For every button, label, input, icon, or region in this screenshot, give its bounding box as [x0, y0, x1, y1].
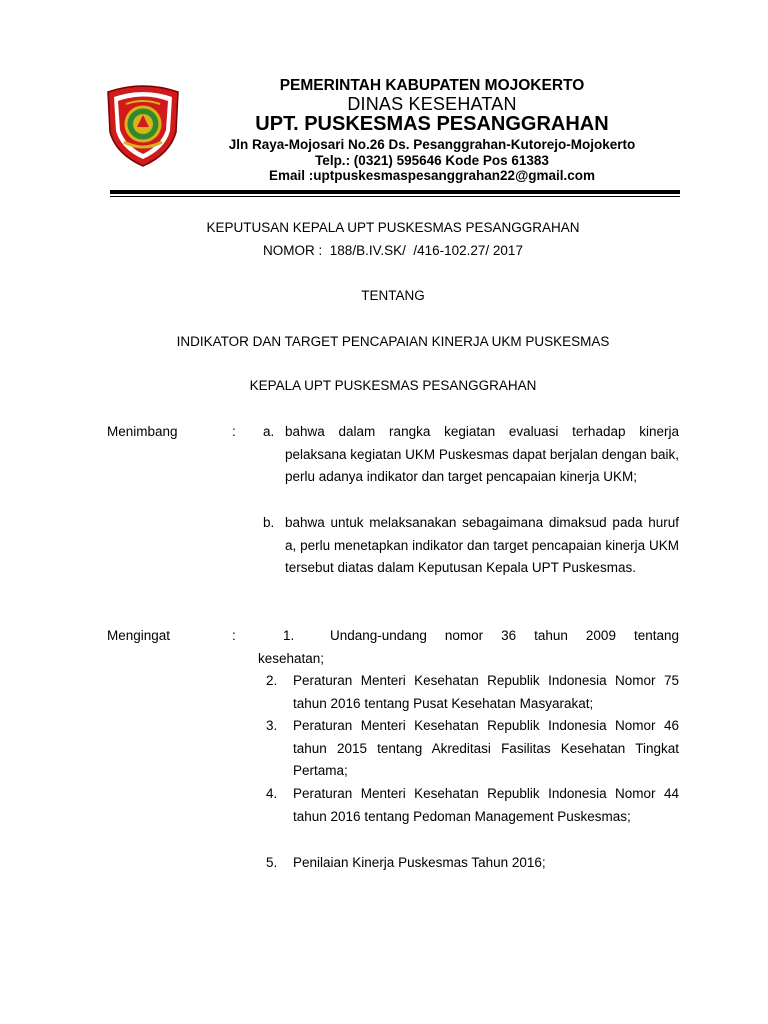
menimbang-label: Menimbang: [107, 424, 178, 439]
menimbang-item-text: bahwa untuk melaksanakan sebagaimana dimaksud pada huruf a, perlu menetapkan indikator dan target pencapaian kinerja UKM tersebut diatas dalam Keputusan Kepala UPT Puskesmas.: [285, 515, 679, 575]
decree-about-label: TENTANG: [361, 288, 425, 303]
letterhead-address: Jln Raya-Mojosari No.26 Ds. Pesanggrahan-Kutorejo-Mojokerto: [228, 137, 636, 152]
decree-subject: INDIKATOR DAN TARGET PENCAPAIAN KINERJA UKM PUSKESMAS: [176, 334, 610, 349]
mengingat-item-text: Penilaian Kinerja Puskesmas Tahun 2016;: [293, 855, 546, 870]
decree-number: NOMOR : 188/B.IV.SK/ /416-102.27/ 2017: [263, 243, 523, 258]
letterhead-divider-thin: [110, 196, 680, 197]
letterhead-department: DINAS KESEHATAN: [347, 94, 517, 114]
decree-issuer: KEPALA UPT PUSKESMAS PESANGGRAHAN: [249, 378, 537, 393]
letterhead-divider-thick: [110, 190, 680, 194]
mengingat-item-marker: 4.: [266, 786, 278, 801]
letterhead-phone: Telp.: (0321) 595646 Kode Pos 61383: [315, 153, 549, 168]
letterhead-email: Email :uptpuskesmaspesanggrahan22@gmail.com: [268, 168, 596, 183]
menimbang-item-marker: b.: [263, 515, 275, 530]
mengingat-item-marker: 5.: [266, 855, 278, 870]
mengingat-item-marker: 1.: [283, 628, 295, 643]
mengingat-item-text: Peraturan Menteri Kesehatan Republik Indonesia Nomor 75 tahun 2016 tentang Pusat Kesehatan Masyarakat;: [293, 673, 679, 711]
mengingat-item-text: Peraturan Menteri Kesehatan Republik Indonesia Nomor 46 tahun 2015 tentang Akreditasi Fasilitas Kesehatan Tingkat Pertama;: [293, 718, 679, 778]
letterhead-institution: UPT. PUSKESMAS PESANGGRAHAN: [255, 113, 609, 135]
mengingat-item-marker: 3.: [266, 718, 278, 733]
mengingat-label: Mengingat: [107, 628, 171, 643]
mengingat-item-continuation: kesehatan;: [258, 651, 325, 666]
menimbang-colon: :: [232, 424, 236, 439]
menimbang-item-text: bahwa dalam rangka kegiatan evaluasi terhadap kinerja pelaksana kegiatan UKM Puskesmas dapat berjalan dengan baik, perlu adanya indikator dan target pencapaian kinerja UKM;: [285, 424, 679, 484]
menimbang-item-marker: a.: [263, 424, 275, 439]
regency-emblem-icon: [104, 82, 182, 168]
mengingat-colon: :: [232, 628, 236, 643]
mengingat-item-marker: 2.: [266, 673, 278, 688]
mengingat-item-text: Undang-undang nomor 36 tahun 2009 tentang: [330, 628, 679, 643]
mengingat-item-text: Peraturan Menteri Kesehatan Republik Indonesia Nomor 44 tahun 2016 tentang Pedoman Management Puskesmas;: [293, 786, 679, 824]
decree-title: KEPUTUSAN KEPALA UPT PUSKESMAS PESANGGRAHAN: [206, 220, 580, 235]
letterhead-government: PEMERINTAH KABUPATEN MOJOKERTO: [279, 77, 585, 94]
